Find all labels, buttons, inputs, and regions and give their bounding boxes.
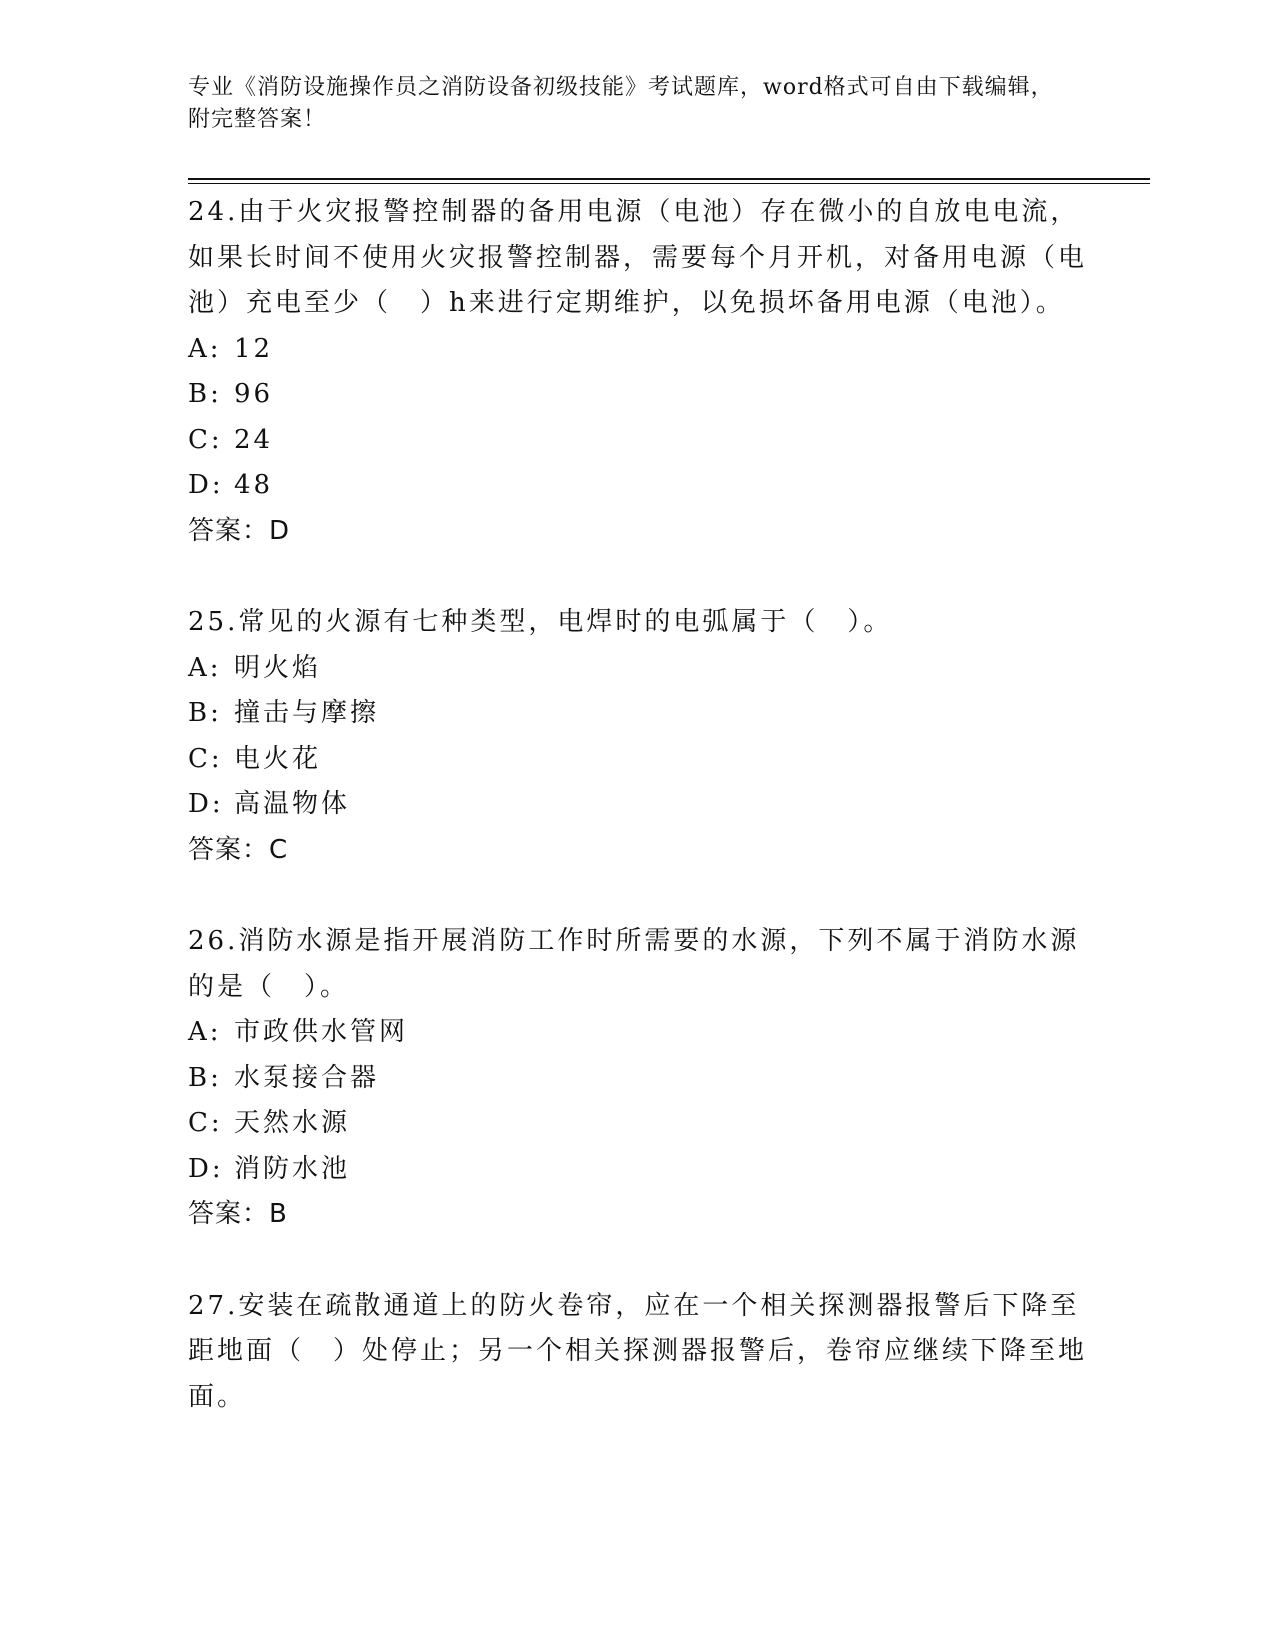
option-text: 12 — [234, 333, 274, 364]
option-letter: D: — [188, 789, 224, 819]
header-text: 专业《消防设施操作员之消防设备初级技能》考试题库，word格式可自由下载编辑，附完整答案！ — [188, 75, 1054, 132]
option-d — [188, 463, 1088, 509]
option-a — [188, 1010, 1088, 1056]
option-text: 48 — [234, 470, 274, 500]
option-text: 水泵接合器 — [234, 1062, 380, 1093]
option-text: 高温物体 — [234, 789, 351, 819]
option-letter: C: — [188, 743, 223, 774]
header-divider-thin — [188, 183, 1150, 184]
option-letter: A: — [188, 652, 222, 683]
option-b — [188, 691, 1088, 737]
option-letter: B: — [188, 379, 222, 409]
option-text: 消防水池 — [234, 1153, 351, 1184]
question-27 — [188, 1284, 1088, 1421]
question-text: 26.消防水源是指开展消防工作时所需要的水源，下列不属于消防水源的是（ ）。 — [188, 926, 1080, 1002]
option-letter: D: — [188, 470, 224, 500]
option-a — [188, 646, 1088, 692]
question-24 — [188, 190, 1088, 554]
question-25 — [188, 600, 1088, 873]
option-b — [188, 372, 1088, 418]
answer-line: 答案：D — [188, 515, 291, 546]
option-text: 24 — [234, 424, 274, 455]
option-text: 电火花 — [234, 743, 322, 774]
option-c — [188, 737, 1088, 783]
option-a — [188, 327, 1088, 373]
answer-line: 答案：C — [188, 834, 289, 865]
option-letter: A: — [188, 1017, 222, 1047]
question-text: 25.常见的火源有七种类型，电焊时的电弧属于（ ）。 — [188, 607, 893, 637]
option-letter: A: — [188, 333, 222, 364]
option-d — [188, 1147, 1088, 1193]
option-letter: B: — [188, 1062, 222, 1093]
question-list — [188, 190, 1088, 1466]
option-text: 撞击与摩擦 — [234, 698, 380, 728]
option-letter: C: — [188, 424, 223, 455]
question-26 — [188, 919, 1088, 1238]
answer-line: 答案：B — [188, 1199, 288, 1229]
option-text: 天然水源 — [234, 1108, 351, 1138]
option-letter: B: — [188, 698, 222, 728]
question-text: 24.由于火灾报警控制器的备用电源（电池）存在微小的自放电电流，如果长时间不使用火灾报警控制器，需要每个月开机，对备用电源（电池）充电至少（ ）h来进行定期维护，以免损坏备用电源（电池）。 — [188, 197, 1088, 318]
option-letter: D: — [188, 1153, 224, 1184]
option-text: 市政供水管网 — [234, 1017, 409, 1047]
option-text: 明火焰 — [234, 652, 322, 683]
question-text: 27.安装在疏散通道上的防火卷帘，应在一个相关探测器报警后下降至距地面（ ）处停止；另一个相关探测器报警后，卷帘应继续下降至地面。 — [188, 1290, 1088, 1412]
option-b — [188, 1056, 1088, 1102]
option-letter: C: — [188, 1108, 223, 1138]
option-c — [188, 418, 1088, 464]
option-d — [188, 782, 1088, 828]
option-c — [188, 1101, 1088, 1147]
option-text: 96 — [234, 379, 274, 409]
header-divider-thick — [188, 178, 1150, 180]
